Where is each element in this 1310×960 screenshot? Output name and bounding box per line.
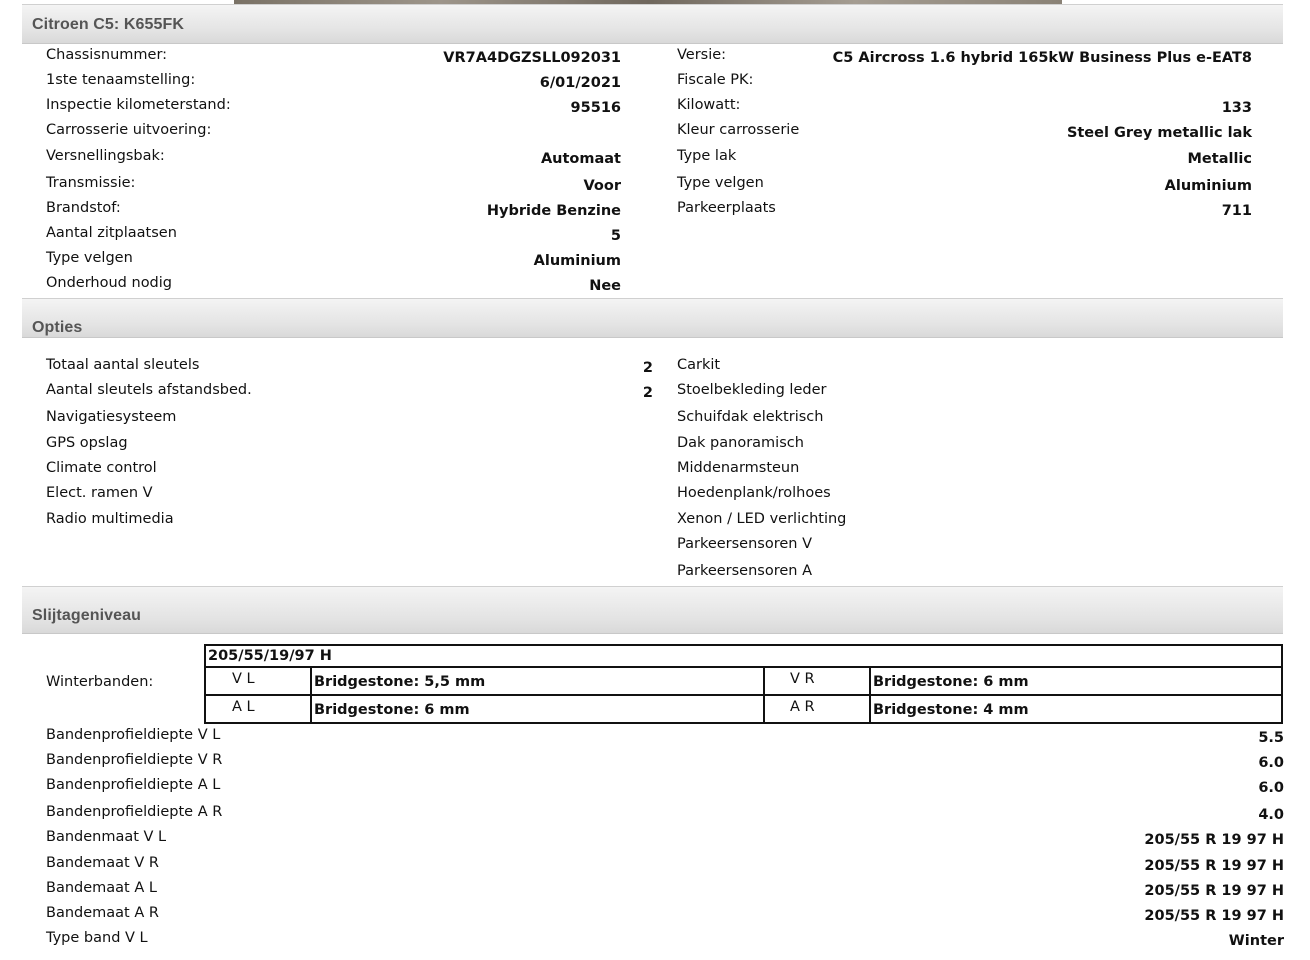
spec-label: Parkeerplaats [677, 200, 776, 216]
spec-value: Voor [583, 178, 621, 194]
spec-value: 5 [610, 228, 621, 244]
winter-tires-table [204, 644, 1283, 724]
spec-value: Automaat [540, 151, 621, 167]
spec-label: Aantal zitplaatsen [46, 225, 177, 241]
spec-value: Steel Grey metallic lak [1066, 125, 1252, 141]
tire-size: 205/55/19/97 H [208, 648, 332, 664]
option-label: Climate control [46, 460, 157, 476]
wear-label: Bandenmaat V L [46, 829, 167, 845]
spec-value: 133 [1221, 100, 1252, 116]
wear-label: Bandemaat A L [46, 880, 157, 896]
option-label: Aantal sleutels afstandsbed. [46, 382, 252, 398]
options-section-header [22, 298, 1283, 338]
wear-value: 6.0 [1258, 780, 1284, 796]
tire-position: A L [232, 699, 255, 715]
spec-label: Brandstof: [46, 200, 121, 216]
spec-label: Type lak [677, 148, 737, 164]
option-value: 2 [642, 385, 653, 401]
spec-value: 95516 [570, 100, 621, 116]
option-label: Dak panoramisch [677, 435, 804, 451]
spec-value: Aluminium [1164, 178, 1252, 194]
option-label: Parkeersensoren V [677, 536, 812, 552]
spec-value: VR7A4DGZSLL092031 [443, 50, 621, 66]
wear-value: 205/55 R 19 97 H [1144, 832, 1284, 848]
wear-label: Bandemaat A R [46, 905, 159, 921]
spec-value: Hybride Benzine [486, 203, 621, 219]
wear-label: Bandenprofieldiepte V R [46, 752, 223, 768]
winter-tires-label: Winterbanden: [46, 674, 154, 690]
spec-label: Chassisnummer: [46, 47, 168, 63]
spec-label: 1ste tenaamstelling: [46, 72, 196, 88]
option-label: Carkit [677, 357, 721, 373]
option-label: Middenarmsteun [677, 460, 800, 476]
tire-value: Bridgestone: 6 mm [873, 674, 1029, 690]
spec-label: Onderhoud nodig [46, 275, 172, 291]
wear-value: 5.5 [1258, 730, 1284, 746]
option-label: Totaal aantal sleutels [46, 357, 200, 373]
table-divider [206, 694, 1281, 696]
table-divider [763, 666, 765, 722]
spec-value: Aluminium [533, 253, 621, 269]
wear-title: Slijtageniveau [32, 607, 141, 624]
tire-position: A R [790, 699, 815, 715]
option-label: Radio multimedia [46, 511, 174, 527]
table-divider [869, 666, 871, 722]
wear-label: Bandemaat V R [46, 855, 159, 871]
tire-position: V R [790, 671, 815, 687]
spec-label: Fiscale PK: [677, 72, 754, 88]
wear-label: Bandenprofieldiepte A R [46, 804, 223, 820]
wear-value: 4.0 [1258, 807, 1284, 823]
wear-value: Winter [1228, 933, 1284, 949]
spec-label: Type velgen [46, 250, 133, 266]
table-divider [206, 666, 1281, 668]
option-label: Hoedenplank/rolhoes [677, 485, 831, 501]
spec-value: C5 Aircross 1.6 hybrid 165kW Business Plus e-EAT8 [832, 50, 1252, 66]
option-label: Parkeersensoren A [677, 563, 812, 579]
option-label: Xenon / LED verlichting [677, 511, 847, 527]
spec-label: Versnellingsbak: [46, 148, 165, 164]
wear-value: 205/55 R 19 97 H [1144, 858, 1284, 874]
option-label: Navigatiesysteem [46, 409, 177, 425]
spec-value: 6/01/2021 [539, 75, 621, 91]
spec-label: Carrosserie uitvoering: [46, 122, 212, 138]
tire-value: Bridgestone: 4 mm [873, 702, 1029, 718]
option-value: 2 [642, 360, 653, 376]
wear-value: 205/55 R 19 97 H [1144, 908, 1284, 924]
option-label: GPS opslag [46, 435, 128, 451]
spec-label: Inspectie kilometerstand: [46, 97, 231, 113]
option-label: Schuifdak elektrisch [677, 409, 824, 425]
wear-label: Bandenprofieldiepte A L [46, 777, 221, 793]
spec-label: Kleur carrosserie [677, 122, 800, 138]
wear-value: 6.0 [1258, 755, 1284, 771]
wear-label: Type band V L [46, 930, 148, 946]
spec-value: Metallic [1187, 151, 1252, 167]
wear-section-header [22, 586, 1283, 634]
wear-label: Bandenprofieldiepte V L [46, 727, 221, 743]
spec-value: 711 [1221, 203, 1252, 219]
table-divider [310, 666, 312, 722]
option-label: Elect. ramen V [46, 485, 153, 501]
tire-value: Bridgestone: 6 mm [314, 702, 470, 718]
spec-label: Transmissie: [46, 175, 136, 191]
tire-value: Bridgestone: 5,5 mm [314, 674, 486, 690]
tire-position: V L [232, 671, 255, 687]
vehicle-section-header [22, 4, 1283, 44]
spec-label: Versie: [677, 47, 727, 63]
wear-value: 205/55 R 19 97 H [1144, 883, 1284, 899]
spec-label: Type velgen [677, 175, 764, 191]
spec-value: Nee [589, 278, 621, 294]
option-label: Stoelbekleding leder [677, 382, 827, 398]
vehicle-title: Citroen C5: K655FK [32, 16, 185, 33]
spec-label: Kilowatt: [677, 97, 741, 113]
options-title: Opties [32, 319, 83, 336]
